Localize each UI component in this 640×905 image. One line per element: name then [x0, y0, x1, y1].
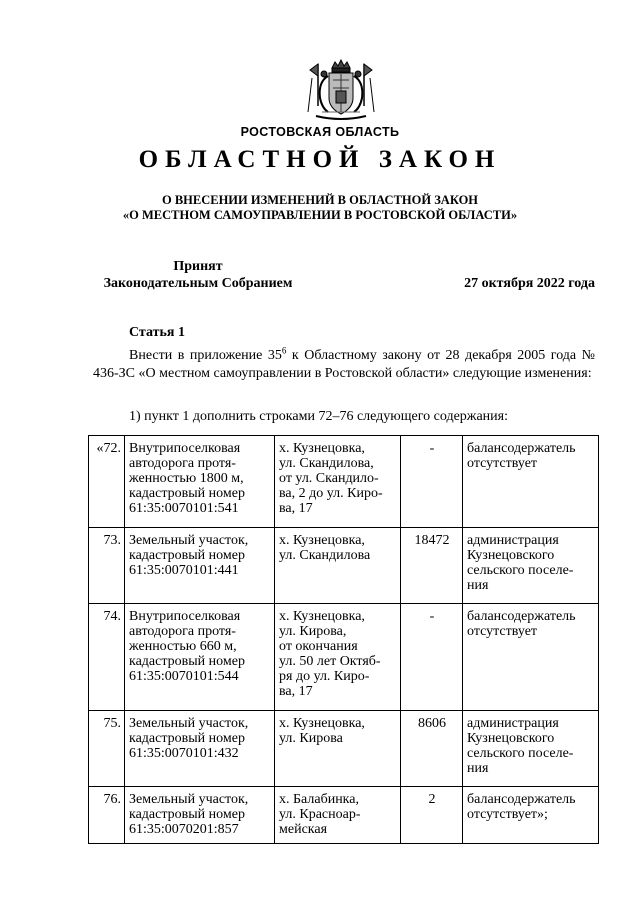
- balance-holder: балансодержатель отсутствует»;: [463, 787, 599, 844]
- object-name: Земельный участок, кадастровый номер 61:35:0070201:857: [125, 787, 275, 844]
- object-name: Внутрипоселковая автодорога протя- женностью 1800 м, кадастровый номер 61:35:0070101:541: [125, 436, 275, 528]
- balance-holder: администрация Кузнецовского сельского поселе- ния: [463, 528, 599, 604]
- object-location: х. Балабинка, ул. Красноар- мейская: [275, 787, 401, 844]
- row-number: 75.: [89, 711, 125, 787]
- object-name: Внутрипоселковая автодорога протя- женностью 660 м, кадастровый номер 61:35:0070101:544: [125, 604, 275, 711]
- balance-holder: балансодержатель отсутствует: [463, 436, 599, 528]
- object-location: х. Кузнецовка, ул. Кирова, от окончания ул. 50 лет Октяб- ря до ул. Киро- ва, 17: [275, 604, 401, 711]
- amendment-table: [88, 435, 599, 844]
- balance-holder: администрация Кузнецовского сельского поселе- ния: [463, 711, 599, 787]
- object-area: 18472: [401, 528, 463, 604]
- law-subtitle-line: О ВНЕСЕНИИ ИЗМЕНЕНИЙ В ОБЛАСТНОЙ ЗАКОН: [161, 193, 479, 207]
- row-number: 74.: [89, 604, 125, 711]
- law-subtitle-line: «О МЕСТНОМ САМОУПРАВЛЕНИИ В РОСТОВСКОЙ ОБЛАСТИ»: [122, 208, 518, 222]
- law-title: ОБЛАСТНОЙ ЗАКОН: [138, 146, 502, 173]
- object-area: 8606: [401, 711, 463, 787]
- object-area: 2: [401, 787, 463, 844]
- table-row: [89, 436, 599, 528]
- appendix-superscript: 6: [281, 345, 287, 356]
- coat-of-arms-icon: [298, 58, 384, 124]
- paragraph-text-end: к Областному закону от 28 декабря 2005 года № 436-ЗС «О местном самоуправлении в Ростовской области» следующие изменения:: [93, 348, 595, 381]
- object-area: -: [401, 436, 463, 528]
- table-row: [89, 787, 599, 844]
- region-name: РОСТОВСКАЯ ОБЛАСТЬ: [240, 125, 400, 139]
- object-name: Земельный участок, кадастровый номер 61:35:0070101:432: [125, 711, 275, 787]
- object-name: Земельный участок, кадастровый номер 61:35:0070101:441: [125, 528, 275, 604]
- table-row: [89, 711, 599, 787]
- article-paragraph: [93, 347, 595, 383]
- adopting-body: Законодательным Собранием: [103, 276, 293, 291]
- table-row: [89, 528, 599, 604]
- row-number: 73.: [89, 528, 125, 604]
- object-location: х. Кузнецовка, ул. Скандилова, от ул. Скандило- ва, 2 до ул. Киро- ва, 17: [275, 436, 401, 528]
- article-heading: Статья 1: [129, 325, 185, 340]
- object-area: -: [401, 604, 463, 711]
- amendment-item: 1) пункт 1 дополнить строками 72–76 следующего содержания:: [129, 409, 508, 424]
- paragraph-text-start: Внести в приложение 35: [129, 348, 282, 363]
- adopted-label: Принят: [173, 259, 223, 274]
- object-location: х. Кузнецовка, ул. Кирова: [275, 711, 401, 787]
- adoption-date: 27 октября 2022 года: [464, 276, 595, 291]
- adoption-block: [93, 258, 303, 292]
- object-location: х. Кузнецовка, ул. Скандилова: [275, 528, 401, 604]
- law-subtitle: [0, 193, 640, 223]
- row-number: «72.: [89, 436, 125, 528]
- table-row: [89, 604, 599, 711]
- row-number: 76.: [89, 787, 125, 844]
- balance-holder: балансодержатель отсутствует: [463, 604, 599, 711]
